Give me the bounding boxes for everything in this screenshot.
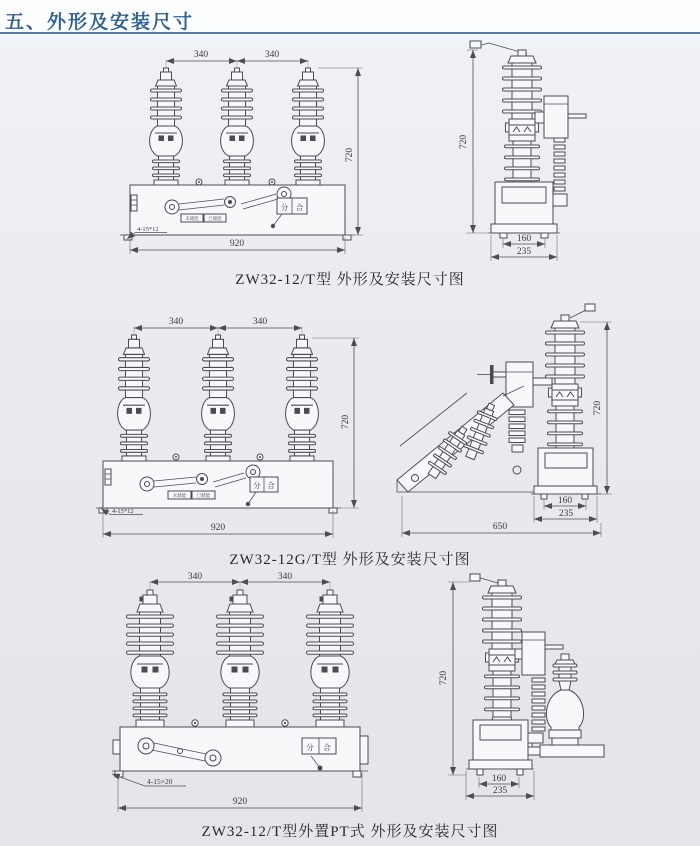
section-header — [0, 0, 700, 34]
figure2-drawing — [0, 298, 700, 546]
indicator-open: 分 — [306, 743, 314, 752]
gauge-label-charged: 已储能 — [208, 216, 222, 221]
dim-base-outer: 235 — [492, 786, 508, 796]
fig1-front-view — [120, 50, 363, 254]
figure2-caption: ZW32-12G/T型 外形及安装尺寸图 — [229, 552, 471, 568]
dim-phase-spacing-left: 340 — [187, 572, 203, 582]
figure3-drawing — [0, 572, 700, 818]
dim-side-overall: 650 — [492, 522, 508, 532]
figure1-drawing — [0, 38, 700, 266]
dim-phase-spacing-right: 340 — [252, 317, 268, 327]
dim-front-width: 920 — [229, 239, 245, 249]
figure1-caption: ZW32-12/T型 外形及安装尺寸图 — [235, 272, 465, 288]
indicator-open: 分 — [253, 481, 261, 490]
gauge-label-uncharged: 未储能 — [172, 493, 187, 498]
dim-base-outer: 235 — [558, 509, 574, 519]
indicator-close: 合 — [267, 481, 275, 490]
dim-mounting-holes: 4-15*12 — [112, 508, 134, 515]
dim-front-height: 720 — [341, 414, 351, 430]
fig3-front-view — [112, 572, 368, 812]
section-title: 五、外形及安装尺寸 — [5, 12, 195, 33]
fig3-side-view — [439, 574, 604, 800]
dim-phase-spacing-left: 340 — [193, 50, 209, 60]
gauge-label-charged: 已储能 — [196, 493, 211, 498]
indicator-close: 合 — [323, 743, 331, 752]
fig2-front-view — [96, 317, 359, 538]
dim-side-height: 720 — [593, 400, 603, 416]
fig2-side-view — [397, 304, 612, 537]
dim-base-inner: 160 — [491, 774, 507, 784]
dim-front-width: 920 — [232, 797, 248, 807]
dim-base-inner: 160 — [557, 496, 573, 506]
dim-base-outer: 235 — [516, 247, 532, 257]
figure3-caption: ZW32-12/T型外置PT式 外形及安装尺寸图 — [201, 824, 499, 840]
dim-front-height: 720 — [345, 147, 355, 163]
dim-mounting-holes: 4-15×20 — [147, 777, 173, 786]
dim-side-height: 720 — [439, 670, 449, 686]
dim-front-width: 920 — [210, 523, 226, 533]
fig1-side-view — [459, 41, 586, 261]
dim-base-inner: 160 — [516, 234, 532, 244]
gauge-label-uncharged: 未储能 — [185, 216, 199, 221]
dim-phase-spacing-right: 340 — [264, 50, 280, 60]
indicator-close: 合 — [295, 203, 304, 212]
dim-phase-spacing-left: 340 — [168, 317, 184, 327]
dim-side-height: 720 — [459, 134, 469, 150]
dim-phase-spacing-right: 340 — [277, 572, 293, 582]
indicator-open: 分 — [280, 203, 289, 212]
dim-mounting-holes: 4-15*12 — [137, 226, 159, 233]
